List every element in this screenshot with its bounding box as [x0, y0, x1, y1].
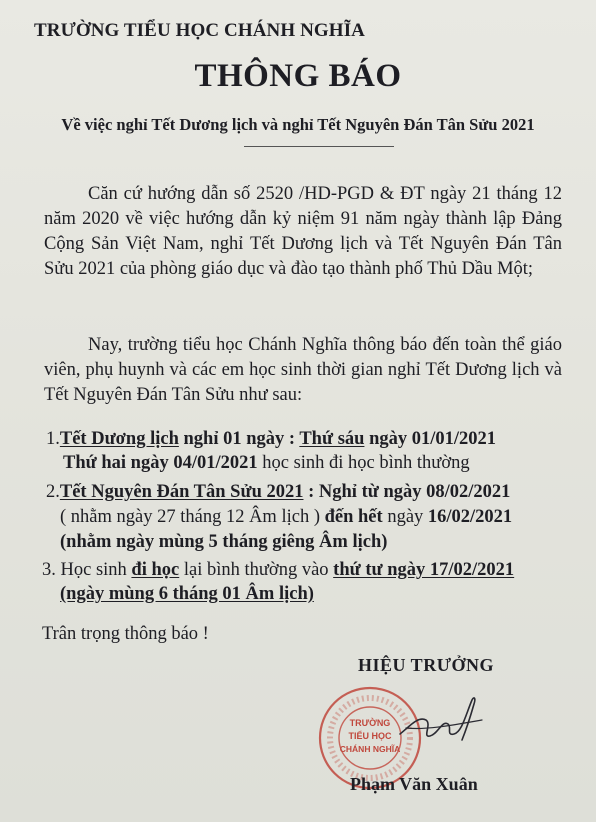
item-1-return-label: Thứ hai ngày 04/01/2021 [63, 453, 258, 473]
item-3-line-2 [60, 582, 314, 606]
seal-line-2: TIỂU HỌC [348, 731, 392, 741]
closing-remark: Trân trọng thông báo ! [42, 624, 209, 644]
item-2-sep: : [303, 482, 319, 502]
item-3-date: thứ tư ngày 17/02/2021 [333, 560, 515, 580]
document-subject: Về việc nghỉ Tết Dương lịch và nghỉ Tết Nguyên Đán Tân Sửu 2021 [61, 115, 535, 134]
item-1-date: ngày 01/01/2021 [364, 429, 497, 449]
title-divider [244, 146, 394, 147]
document-title: THÔNG BÁO [194, 58, 402, 94]
paragraph-basis: Căn cứ hướng dẫn số 2520 /HD-PGD & ĐT ngày 21 tháng 12 năm 2020 về việc hướng dẫn kỷ niệm 91 năm ngày thành lập Đảng Cộng Sản Việt Nam, nghỉ Tết Dương lịch và Tết Nguyên Đán Tân Sửu 2021 của phòng giáo dục và đào tạo thành phố Thủ Dầu Một; [44, 184, 562, 279]
item-1-line-1 [46, 427, 496, 451]
item-3-text-1: Học sinh [55, 560, 132, 580]
item-1-duration: 01 ngày : [223, 429, 300, 449]
principal-title: HIỆU TRƯỞNG [358, 655, 495, 675]
handwritten-signature [396, 690, 486, 750]
item-2-number: 2. [46, 482, 60, 502]
paragraph-announcement: Nay, trường tiểu học Chánh Nghĩa thông báo đến toàn thể giáo viên, phụ huynh và các em học sinh thời gian nghỉ Tết Dương lịch và Tết Nguyên Đán Tân Sửu như sau: [44, 335, 562, 405]
item-1-return-text: học sinh đi học bình thường [257, 453, 470, 473]
item-3-text-2: lại bình thường vào [179, 560, 334, 580]
item-2-until: đến hết [324, 507, 383, 527]
seal-line-1: TRƯỜNG [349, 718, 391, 728]
item-1-rest: nghỉ [178, 429, 224, 449]
item-2-line-1 [46, 480, 510, 504]
item-1-line-2 [63, 451, 470, 475]
seal-line-3: CHÁNH NGHĨA [339, 744, 401, 754]
item-2-lunar-end: (nhằm ngày mùng 5 tháng giêng Âm lịch) [60, 532, 388, 552]
item-2-holiday: Tết Nguyên Đán Tân Sửu 2021 [59, 482, 304, 502]
item-3-go: đi học [131, 560, 180, 580]
item-2-end-date: 16/02/2021 [427, 507, 513, 527]
item-1-holiday: Tết Dương lịch [59, 429, 179, 449]
item-2-line-3 [60, 530, 387, 554]
signer-name: Phạm Văn Xuân [350, 774, 478, 794]
item-2-range: Nghỉ từ ngày 08/02/2021 [318, 482, 511, 502]
item-1-number: 1. [46, 429, 60, 449]
school-name: TRƯỜNG TIỂU HỌC CHÁNH NGHĨA [34, 20, 366, 41]
item-3-number: 3. [42, 560, 56, 580]
item-2-day-word: ngày [382, 507, 428, 527]
item-2-lunar-open: ( nhằm ngày 27 tháng 12 Âm lịch ) [60, 507, 325, 527]
item-1-weekday: Thứ sáu [299, 429, 365, 449]
item-3-line-1 [42, 558, 514, 582]
item-2-line-2 [60, 505, 512, 529]
item-3-lunar: (ngày mùng 6 tháng 01 Âm lịch) [60, 584, 314, 604]
